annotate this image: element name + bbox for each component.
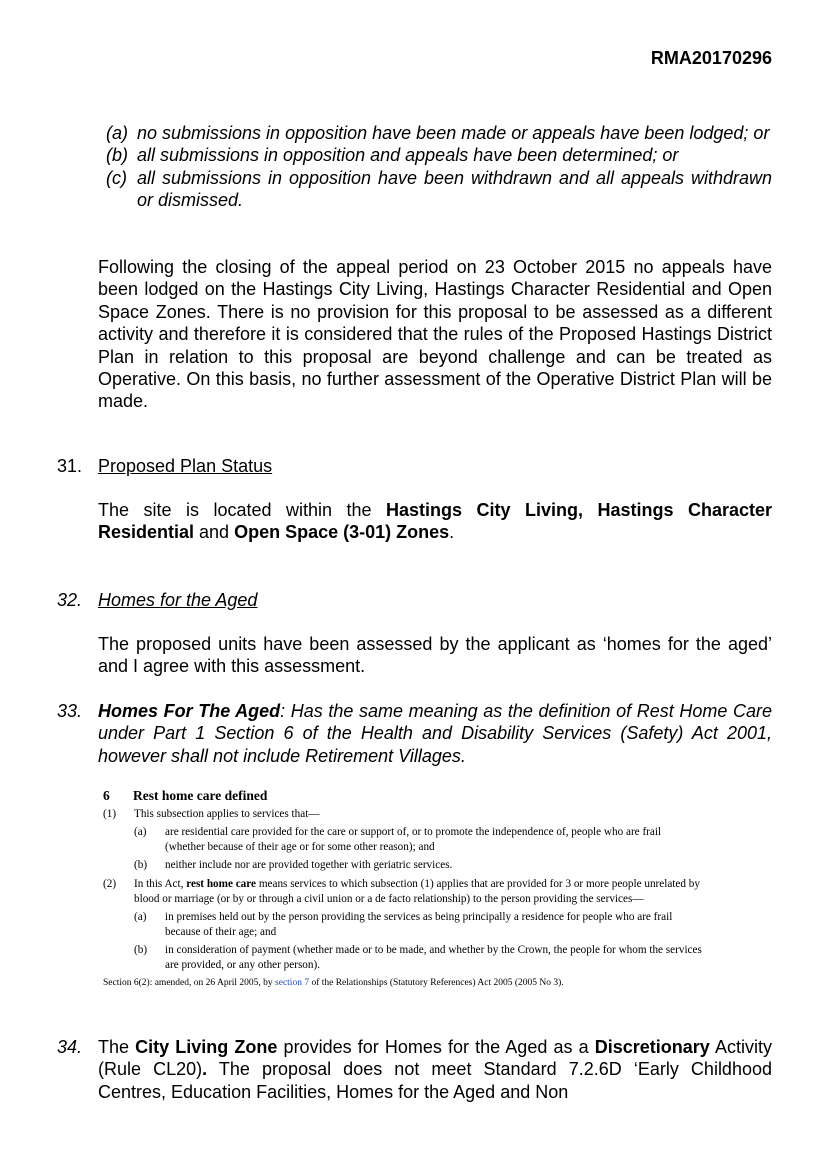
text-run: The site is located within the [98, 500, 386, 520]
condition-text: all submissions in opposition have been withdrawn and all appeals withdrawn or dismissed. [137, 167, 772, 211]
defined-term: rest home care [186, 878, 257, 890]
subsection-label: (1) [103, 808, 117, 820]
text-run: The proposal does not meet Standard 7.2.6D ‘Early Childhood Centres, Education Facilities, Homes for the Aged and Non [98, 1059, 772, 1102]
condition-text: all submissions in opposition and appeals have been determined; or [137, 145, 679, 166]
text-run: . [202, 1059, 208, 1080]
paragraph-label: (b) [134, 944, 148, 956]
subsection-text [134, 877, 703, 907]
paragraph-label: (b) [134, 859, 148, 871]
excerpt-title: Rest home care defined [133, 788, 268, 803]
excerpt-paragraph [134, 943, 703, 973]
zone-names: Hastings City Living, Hastings Character Residential [98, 500, 772, 543]
condition-label: (a) [106, 123, 128, 143]
text-run: Activity (Rule CL20) [98, 1037, 772, 1080]
activity-status: Discretionary [594, 1037, 710, 1057]
condition-label: (c) [106, 167, 127, 188]
excerpt-paragraph [134, 858, 703, 873]
excerpt-section-number: 6 [103, 788, 110, 803]
zone-name-open-space: Open Space (3-01) Zones [234, 522, 450, 543]
text-run: and [194, 522, 235, 543]
text-run: provides for Homes for the Aged as a [277, 1037, 595, 1057]
section-number-32: 32. [57, 590, 83, 610]
text-run: means services to which subsection (1) applies that are provided for 3 or more people unrelated by blood or marriage (or by or through a civil union or a de facto relationship) to the person providing the services— [134, 878, 700, 905]
excerpt-paragraph [134, 910, 703, 940]
excerpt-subsection [103, 807, 703, 822]
text-run: of the Relationships (Statutory References) Act 2005 (2005 No 3). [309, 978, 564, 988]
condition-list [106, 122, 772, 212]
document-reference: RMA20170296 [650, 48, 772, 68]
text-run: In this Act, [134, 878, 187, 890]
section-heading-homes-for-the-aged: Homes for the Aged [98, 590, 258, 610]
excerpt-subsection [103, 877, 703, 907]
section-number-31: 31. [57, 456, 83, 476]
appeal-period-paragraph: Following the closing of the appeal period on 23 October 2015 no appeals have been lodged on the Hastings City Living, Hastings Character Residential and Open Space Zones. There is no provision for this proposal to be assessed as a different activity and therefore it is considered that the rules of the Proposed Hastings District Plan in relation to this proposal are beyond challenge and can be treated as Operative. On this basis, no further assessment of the Operative District Plan will be made. [98, 257, 772, 412]
paragraph-text: are residential care provided for the care or support of, or to promote the independence of, people who are frail (whether because of their age or for some other reason); and [165, 826, 662, 853]
section-number-34: 34. [57, 1037, 83, 1057]
excerpt-paragraph [134, 825, 703, 855]
amendment-note [103, 976, 703, 991]
definition-paragraph [98, 700, 772, 767]
paragraph-text: in consideration of payment (whether made or to be made, and whether by the Crown, the people for whom the services are provided, or any other person). [165, 944, 702, 971]
condition-label: (b) [106, 145, 128, 166]
zone-name-city-living: City Living Zone [135, 1037, 278, 1057]
condition-item [106, 122, 772, 144]
text-run: The [98, 1037, 136, 1057]
legislation-excerpt [103, 788, 703, 991]
text-run: . [449, 522, 455, 543]
subsection-text: This subsection applies to services that— [134, 808, 320, 820]
paragraph-text: in premises held out by the person providing the services as being principally a residence for people who are frail because of their age; and [165, 911, 673, 938]
definition-text: : Has the same meaning as the definition of Rest Home Care under Part 1 Section 6 of the Health and Disability Services (Safety) Act 2001, however shall not include Retirement Villages. [98, 701, 772, 766]
section-number-33: 33. [57, 701, 83, 721]
section-7-link[interactable]: section 7 [275, 978, 310, 988]
paragraph-label: (a) [134, 826, 147, 838]
paragraph-text: neither include nor are provided together with geriatric services. [165, 859, 453, 871]
text-run: Section 6(2): amended, on 26 April 2005, by [103, 978, 276, 988]
city-living-paragraph [98, 1036, 772, 1103]
subsection-label: (2) [103, 878, 117, 890]
condition-item [106, 167, 772, 212]
assessment-paragraph: The proposed units have been assessed by the applicant as ‘homes for the aged’ and I agree with this assessment. [98, 634, 772, 677]
condition-item [106, 144, 772, 166]
zone-paragraph [98, 499, 772, 544]
defined-term: Homes For The Aged [98, 701, 281, 721]
condition-text: no submissions in opposition have been made or appeals have been lodged; or [137, 123, 770, 143]
excerpt-heading [103, 788, 703, 803]
section-heading-proposed-plan-status: Proposed Plan Status [98, 456, 273, 476]
paragraph-label: (a) [134, 911, 147, 923]
